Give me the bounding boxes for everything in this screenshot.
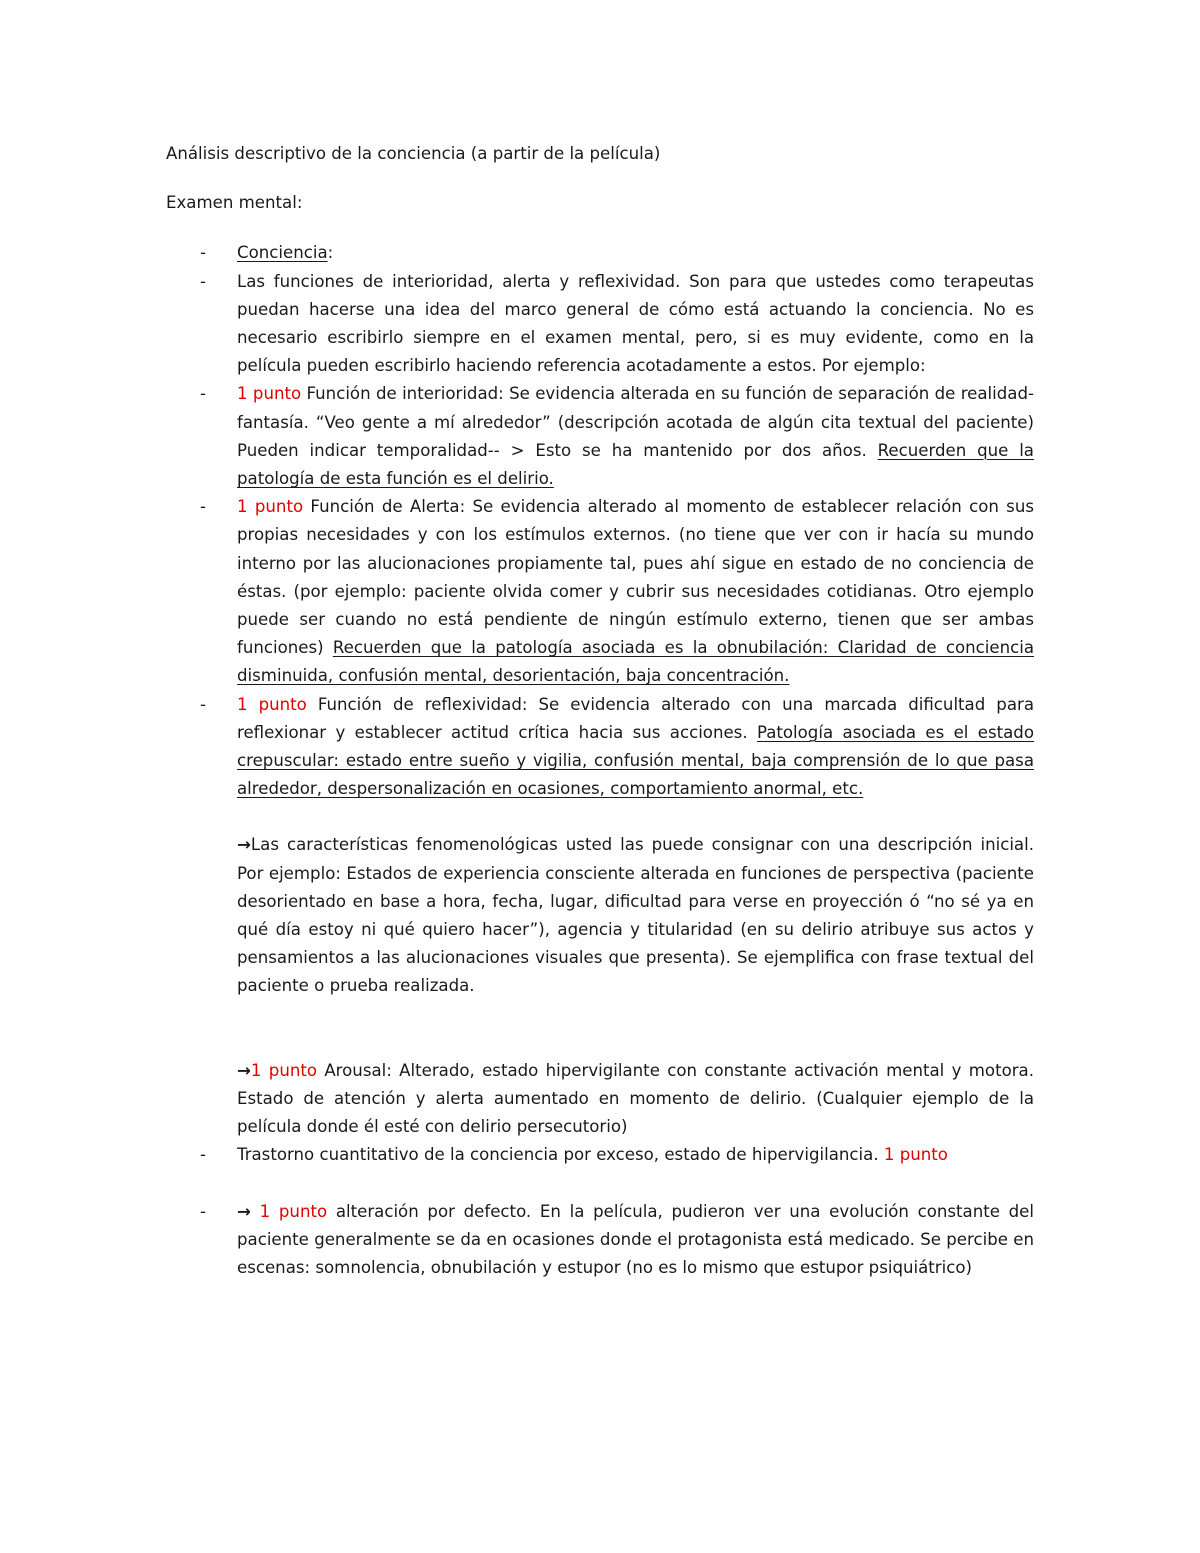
list-bullet: - <box>200 694 206 714</box>
item-heading-colon: : <box>327 243 334 263</box>
score-label: 1 punto <box>259 1201 328 1221</box>
list-item <box>166 380 1034 493</box>
list-item <box>166 1141 1034 1169</box>
list-bullet: - <box>200 384 206 404</box>
section-heading: Examen mental: <box>166 193 303 213</box>
list-item <box>166 691 1034 804</box>
item-text: Función de reflexividad: Se evidencia alterado con una marcada dificultad para reflexionar y establecer actitud crítica hacia sus acciones. <box>237 694 1034 742</box>
list-bullet: - <box>200 1201 206 1221</box>
arrow-icon: → <box>237 1201 251 1221</box>
arrow-icon: → <box>237 1060 251 1080</box>
item-text: alteración por defecto. En la película, pudieron ver una evolución constante del paciente generalmente se da en ocasiones donde el protagonista está medicado. Se percibe en escenas: somnolencia, obnubilación y estupor (no es lo mismo que estupor psiquiátrico) <box>237 1201 1034 1277</box>
score-label: 1 punto <box>237 384 302 404</box>
score-label: 1 punto <box>237 694 307 714</box>
list-bullet: - <box>200 271 206 291</box>
paragraph-text: Las características fenomenológicas usted las puede consignar con una descripción inicial. Por ejemplo: Estados de experiencia consciente alterada en funciones de perspectiva (paciente desorientado en base a hora, fecha, lugar, dificultad para verse en proyección ó “no sé ya en qué día estoy ni qué quiero hacer”), agencia y titularidad (en su delirio atribuye sus actos y pensamientos a las alucionaciones visuales que presenta). Se ejemplifica con frase textual del paciente o prueba realizada. <box>237 835 1034 996</box>
underlined-note: Patología asociada es el estado crepuscular: estado entre sueño y vigilia, confusión mental, baja comprensión de lo que pasa alrededor, despersonalización en ocasiones, comportamiento anormal, etc. <box>237 722 1034 799</box>
document-title: Análisis descriptivo de la conciencia (a partir de la película) <box>166 144 661 163</box>
list-item <box>166 239 1034 267</box>
score-label: 1 punto <box>250 1060 318 1080</box>
item-text: Trastorno cuantitativo de la conciencia por exceso, estado de hipervigilancia. <box>237 1145 884 1165</box>
list-bullet: - <box>200 497 206 517</box>
underlined-note: Recuerden que la patología de esta función es el delirio. <box>237 440 1034 489</box>
item-heading: Conciencia <box>237 243 328 263</box>
arrow-icon: → <box>237 835 251 855</box>
item-text: Función de Alerta: Se evidencia alterado al momento de establecer relación con sus propias necesidades y con los estímulos externos. (no tiene que ver con ir hacía su mundo interno por las alucionaciones propiamente tal, pues ahí sigue en estado de no conciencia de éstas. (por ejemplo: paciente olvida comer y cubrir sus necesidades cotidianas. Otro ejemplo puede ser cuando no está pendiente de ningún estímulo externo, tienen que ser ambas funciones) <box>237 497 1034 658</box>
item-text: Función de interioridad: Se evidencia alterada en su función de separación de realidad- fantasía. “Veo gente a mí alrededor” (descripción acotada de algún cita textual del paciente) Pueden indicar temporalidad-- > Esto se ha mantenido por dos años. <box>237 384 1034 460</box>
score-label: 1 punto <box>883 1145 948 1165</box>
document-body <box>166 140 1034 1282</box>
item-text: Las funciones de interioridad, alerta y reflexividad. Son para que ustedes como terapeutas puedan hacerse una idea del marco general de cómo está actuando la conciencia. No es necesario escribirlo siempre en el examen mental, pero, si es muy evidente, como en la película pueden escribirlo haciendo referencia acotadamente a estos. Por ejemplo: <box>237 271 1034 376</box>
paragraph <box>166 1057 1034 1142</box>
underlined-note: Recuerden que la patología asociada es la obnubilación: Claridad de conciencia disminuida, confusión mental, desorientación, baja concentración. <box>237 638 1034 686</box>
list-bullet: - <box>200 243 206 263</box>
paragraph-text: Arousal: Alterado, estado hipervigilante con constante activación mental y motora. Estado de atención y alerta aumentado en momento de delirio. (Cualquier ejemplo de la película donde él esté con delirio persecutorio) <box>237 1060 1034 1137</box>
list-bullet: - <box>200 1145 206 1165</box>
list-item <box>166 493 1034 690</box>
paragraph <box>166 831 1034 1000</box>
list-item <box>166 268 1034 381</box>
list-item <box>166 1198 1034 1283</box>
score-label: 1 punto <box>237 497 304 517</box>
